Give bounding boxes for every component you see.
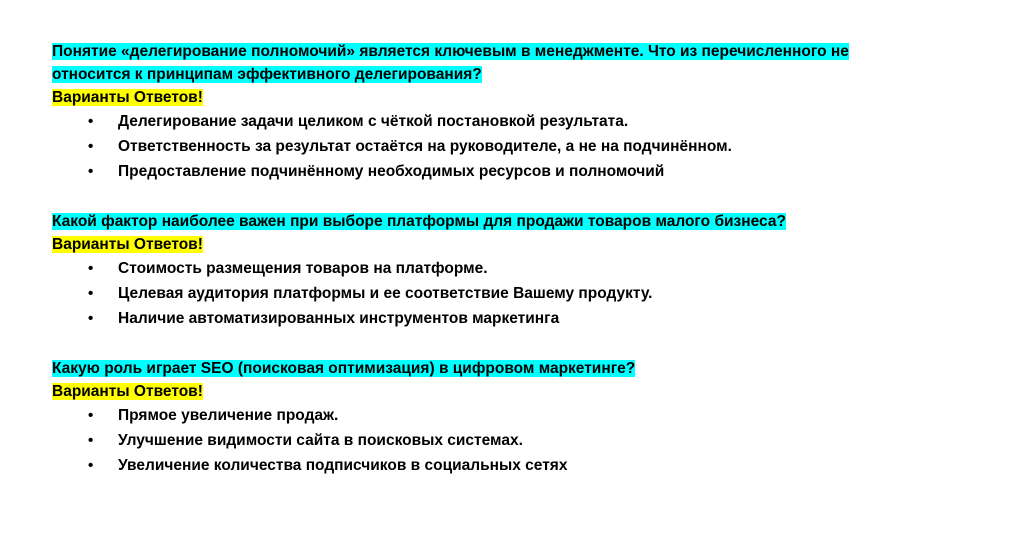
answer-text: Прямое увеличение продаж.: [118, 407, 339, 424]
question-block-3: [52, 357, 992, 478]
answer-option: [52, 453, 992, 478]
options-label: [52, 86, 992, 109]
bullet-icon: •: [88, 432, 94, 449]
document-page: [52, 40, 992, 504]
answer-option: [52, 403, 992, 428]
question-text-line: [52, 63, 992, 86]
bullet-icon: •: [88, 457, 94, 474]
answer-list: [52, 403, 992, 478]
bullet-icon: •: [88, 310, 94, 327]
question-text-line: [52, 210, 992, 233]
answer-option: [52, 306, 992, 331]
answer-list: [52, 256, 992, 331]
options-label-highlight: Варианты Ответов!: [52, 89, 203, 106]
answer-list: [52, 109, 992, 184]
bullet-icon: •: [88, 260, 94, 277]
answer-option: [52, 109, 992, 134]
options-label: [52, 380, 992, 403]
answer-option: [52, 428, 992, 453]
options-label-highlight: Варианты Ответов!: [52, 383, 203, 400]
answer-text: Ответственность за результат остаётся на руководителе, а не на подчинённом.: [118, 138, 732, 155]
answer-text: Наличие автоматизированных инструментов маркетинга: [118, 310, 560, 327]
bullet-icon: •: [88, 113, 94, 130]
options-label: [52, 233, 992, 256]
question-highlight: Понятие «делегирование полномочий» является ключевым в менеджменте. Что из перечисленного не: [52, 43, 849, 60]
answer-text: Делегирование задачи целиком с чёткой постановкой результата.: [118, 113, 629, 130]
bullet-icon: •: [88, 163, 94, 180]
answer-text: Целевая аудитория платформы и ее соответствие Вашему продукту.: [118, 285, 653, 302]
answer-option: [52, 134, 992, 159]
question-text-line: [52, 40, 992, 63]
options-label-highlight: Варианты Ответов!: [52, 236, 203, 253]
question-highlight: Какую роль играет SEO (поисковая оптимизация) в цифровом маркетинге?: [52, 360, 636, 377]
question-highlight: Какой фактор наиболее важен при выборе платформы для продажи товаров малого бизнеса?: [52, 213, 786, 230]
answer-text: Стоимость размещения товаров на платформе.: [118, 260, 488, 277]
answer-text: Увеличение количества подписчиков в социальных сетях: [118, 457, 568, 474]
bullet-icon: •: [88, 138, 94, 155]
answer-text: Улучшение видимости сайта в поисковых системах.: [118, 432, 523, 449]
answer-option: [52, 281, 992, 306]
bullet-icon: •: [88, 407, 94, 424]
answer-text: Предоставление подчинённому необходимых ресурсов и полномочий: [118, 163, 665, 180]
question-block-2: [52, 210, 992, 331]
answer-option: [52, 256, 992, 281]
question-block-1: [52, 40, 992, 184]
answer-option: [52, 159, 992, 184]
question-text-line: [52, 357, 992, 380]
question-highlight: относится к принципам эффективного делегирования?: [52, 66, 482, 83]
bullet-icon: •: [88, 285, 94, 302]
